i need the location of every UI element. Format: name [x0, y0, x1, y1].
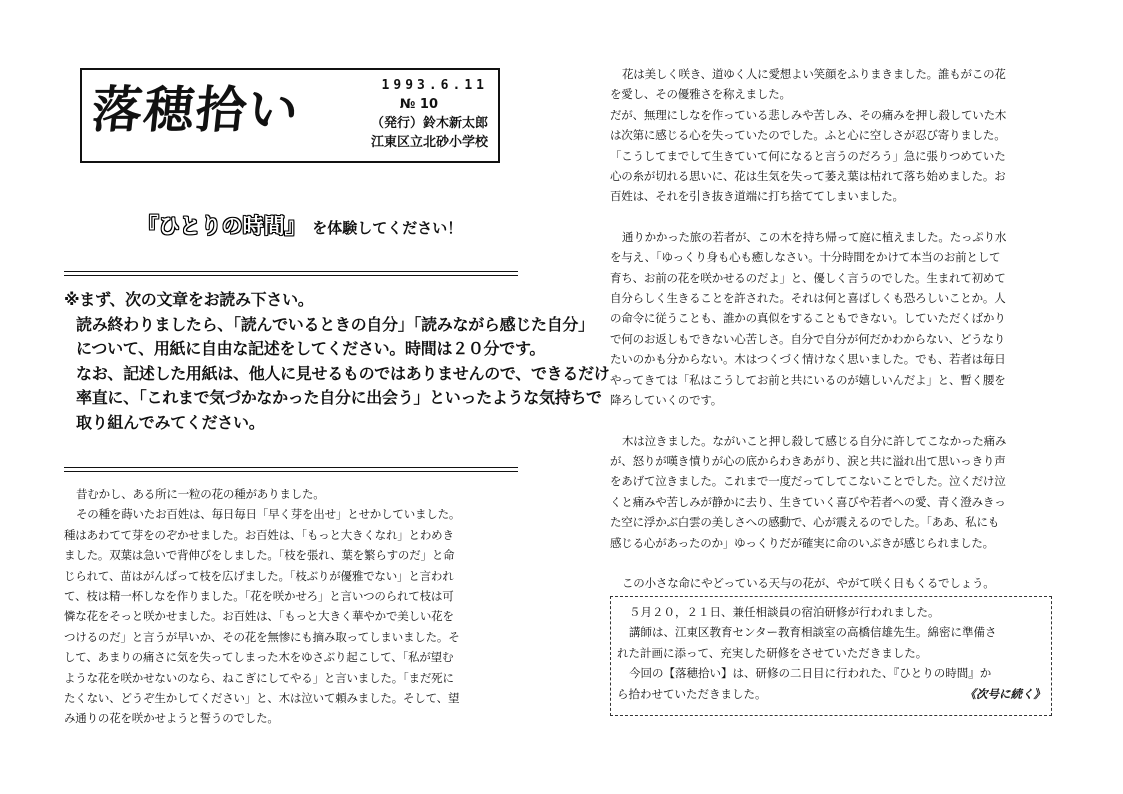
instruction-line: について、用紙に自由な記述をしてください。時間は２０分です。 [76, 339, 546, 358]
notice-line: れた計画に添って、充実した研修をさせていただきました。 [617, 645, 928, 660]
story-line: の命令に従うことも、誰かの真似をすることもできない。していただくばかり [610, 311, 1006, 326]
story-line: が、怒りが嘆き憤りが心の底からわきあがり、涙と共に溢れ出て思いっきり声 [610, 453, 1006, 468]
issue-number: № 10 [399, 97, 438, 112]
story-line: み通りの花を咲かせようと誓うのでした。 [64, 711, 279, 726]
story-line: を与え、「ゆっくり身も心も癒しなさい。十分時間をかけて本当のお前として [610, 250, 1001, 265]
paragraph-gap [610, 553, 1065, 573]
story-line: 花は美しく咲き、道ゆく人に愛想よい笑顔をふりまきました。誰もがこの花 [622, 67, 1006, 81]
story-line: 自分らしく生きることを許された。それは何と喜ばしくも恐ろしいことか。人 [610, 291, 1006, 306]
story-line: やってきては「私はこうしてお前と共にいるのが嬉しいんだよ」と、暫く腰を [610, 372, 1006, 387]
story-line: たいのかも分からない。木はつくづく情けなく思いました。でも、若者は毎日 [610, 352, 1006, 367]
masthead [80, 68, 500, 163]
publisher: （発行）鈴木新太郎 [370, 116, 488, 131]
story-line: 育ち、お前の花を咲かせるのだよ」と、優しく言うのでした。生まれて初めて [610, 270, 1006, 285]
story-line: 百姓は、それを引き抜き道端に打ち捨ててしまいました。 [610, 189, 904, 204]
notice-box [610, 596, 1052, 716]
story-line: 感じる心があったのか」ゆっくりだが確実に命のいぶきが感じられました。 [610, 535, 994, 550]
story-line: で何のお返しもできない心苦しさ。自分で自分が何だかわからない、どうなり [610, 331, 1006, 346]
story-right-column [610, 64, 1065, 593]
headline [80, 212, 520, 242]
divider [64, 275, 518, 276]
instructions [64, 288, 610, 435]
story-line: た空に浮かぶ白雲の美しさへの感動で、心が震えるのでした。「ああ、私にも [610, 515, 1000, 530]
story-line: 憐な花をそっと咲かせました。お百姓は、「もっと大きく華やかで美しい花を [64, 609, 454, 624]
notice-line: 講師は、江東区教育センター教育相談室の高橋信雄先生。綿密に準備さ [629, 625, 997, 640]
story-line: たくない、どうぞ生かしてください」と、木は泣いて頼みました。そして、望 [64, 691, 460, 706]
story-line: 昔むかし、ある所に一粒の花の種がありました。 [76, 487, 325, 501]
story-line: つけるのだ」と言うが早いか、その花を無惨にも摘み取ってしまいました。そ [64, 629, 460, 644]
story-line: 通りかかった旅の若者が、この木を持ち帰って庭に植えました。たっぷり水 [622, 229, 1007, 244]
story-line: 木は泣きました。ながいこと押し殺して感じる自分に許してこなかった痛み [622, 433, 1007, 448]
divider [64, 467, 518, 468]
story-line: 降ろしていくのです。 [610, 393, 723, 408]
paragraph-gap [610, 411, 1065, 431]
story-line: ました。双葉は急いで背伸びをしました。「枝を張れ、葉を繁らすのだ」と命 [64, 548, 455, 563]
divider [64, 471, 518, 472]
instruction-line: ※まず、次の文章をお読み下さい。 [64, 290, 314, 309]
story-line: 「こうしてまでして生きていて何になると言うのだろう」急に張りつめていた [610, 148, 1006, 163]
instruction-line: 率直に、「これまで気づかなかった自分に出会う」といったような気持ちで [76, 388, 602, 407]
story-line: して、あまりの痛さに気を失ってしまった木をゆさぶり起こして、「私が望む [64, 650, 454, 665]
newsletter-title: 落穂拾い [88, 80, 304, 139]
story-line: この小さな命にやどっている天与の花が、やがて咲く日もくるでしょう。 [622, 575, 995, 590]
story-line: をあげて泣きました。これまで一度だってしてこないことでした。泣くだけ泣 [610, 474, 1006, 489]
notice-line: 今回の【落穂拾い】は、研修の二日目に行われた、『ひとりの時間』か [629, 666, 992, 681]
notice-last-line [617, 684, 1045, 704]
story-line: 種はあわてて芽をのぞかせました。お百姓は、「もっと大きくなれ」とわめき [64, 527, 454, 542]
story-line: を愛し、その優雅さを称えました。 [610, 87, 791, 102]
continued-label: 《次号に続く》 [964, 686, 1045, 701]
story-line: て、枝は精一杯しなを作りました。「花を咲かせろ」と言いつのられて枝は可 [64, 589, 454, 604]
story-line: じられて、苗はがんばって枝を広げました。「枝ぶりが優雅でない」と言われ [64, 568, 454, 583]
issue-date: 1993.6.11 [381, 78, 488, 93]
headline-main: 『ひとりの時間』 [137, 214, 306, 238]
story-line: 心の糸が切れる思いに、花は生気を失って萎え葉は枯れて落ち始めました。お [610, 169, 1006, 184]
story-line: ような花を咲かせないのなら、ねこぎにしてやる」と言いました。「まだ死に [64, 670, 454, 685]
instruction-line: 読み終わりましたら、「読んでいるときの自分」「読みながら感じた自分」 [76, 314, 594, 334]
notice-line: ら拾わせていただきました。 [617, 686, 767, 701]
instruction-line: なお、記述した用紙は、他人に見せるものではありませんので、できるだけ [76, 363, 610, 383]
story-line: だが、無理にしなを作っている悲しみや苦しみ、その痛みを押し殺していた木 [610, 107, 1007, 122]
paragraph-gap [610, 207, 1065, 227]
story-line: くと痛みや苦しみが静かに去り、生きていく喜びや若者への愛、青く澄みきっ [610, 494, 1006, 509]
story-left-column [64, 484, 524, 729]
divider [64, 271, 518, 272]
school-name: 江東区立北砂小学校 [370, 135, 488, 150]
masthead-meta [371, 76, 488, 152]
notice-line: ５月２０，２１日、兼任相談員の宿泊研修が行われました。 [629, 605, 940, 619]
headline-tail: を体験してください！ [312, 219, 463, 237]
story-line: は次第に感じる心を失っていたのでした。ふと心に空しさが忍び寄りました。 [610, 128, 1006, 143]
story-line: その種を蒔いたお百姓は、毎日毎日「早く芽を出せ」とせかしていました。 [76, 507, 461, 522]
instruction-line: 取り組んでみてください。 [76, 412, 265, 432]
